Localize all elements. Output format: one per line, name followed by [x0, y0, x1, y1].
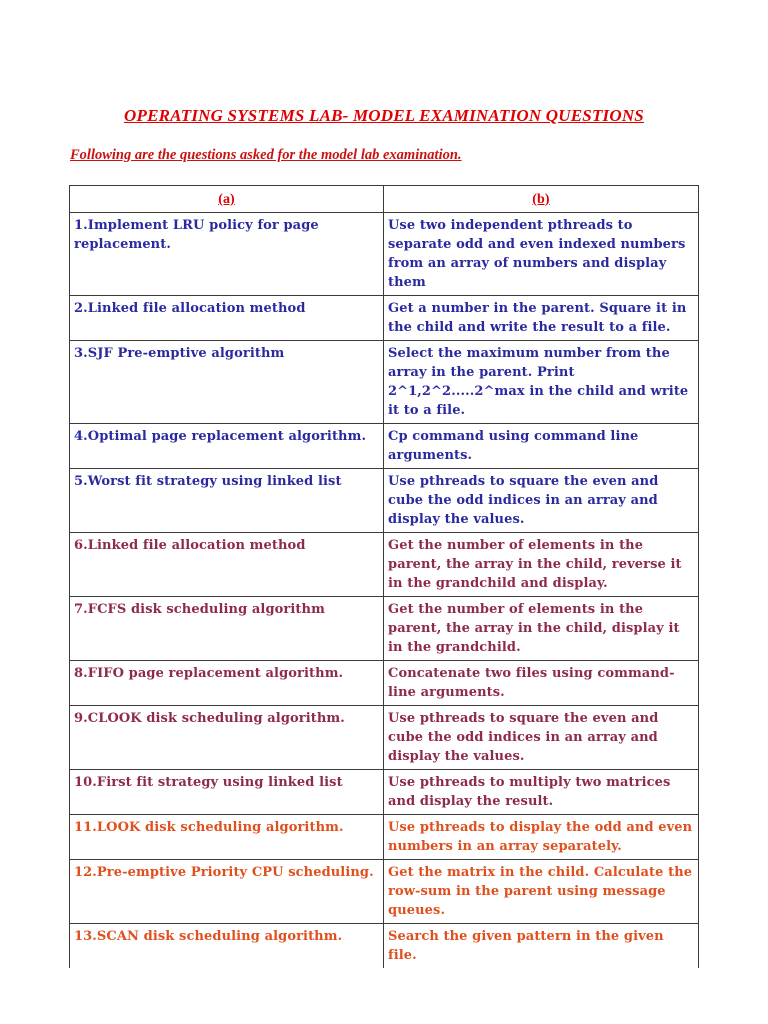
question-cell-a: 4.Optimal page replacement algorithm.: [70, 424, 384, 469]
page-subtitle: Following are the questions asked for the model lab examination.: [70, 147, 462, 163]
question-cell-b: Select the maximum number from the array in the parent. Print 2^1,2^2.....2^max in the child and write it to a file.: [384, 341, 699, 424]
page-title: OPERATING SYSTEMS LAB- MODEL EXAMINATION QUESTIONS: [124, 106, 644, 125]
question-cell-b: Get the matrix in the child. Calculate the row-sum in the parent using message queues.: [384, 860, 699, 924]
question-cell-a: 1.Implement LRU policy for page replacement.: [70, 213, 384, 296]
table-row: [70, 706, 699, 770]
column-header-a: (a): [70, 186, 384, 213]
question-cell-b: Use pthreads to multiply two matrices and display the result.: [384, 770, 699, 815]
question-cell-b: Get the number of elements in the parent, the array in the child, reverse it in the grandchild and display.: [384, 533, 699, 597]
question-cell-a: 13.SCAN disk scheduling algorithm.: [70, 924, 384, 969]
question-cell-a: 7.FCFS disk scheduling algorithm: [70, 597, 384, 661]
question-cell-b: Search the given pattern in the given file.: [384, 924, 699, 969]
questions-table: [69, 185, 699, 968]
table-row: [70, 533, 699, 597]
table-row: [70, 469, 699, 533]
table-row: [70, 424, 699, 469]
question-cell-a: 3.SJF Pre-emptive algorithm: [70, 341, 384, 424]
question-cell-a: 12.Pre-emptive Priority CPU scheduling.: [70, 860, 384, 924]
question-cell-a: 8.FIFO page replacement algorithm.: [70, 661, 384, 706]
table-row: [70, 296, 699, 341]
question-cell-a: 6.Linked file allocation method: [70, 533, 384, 597]
question-cell-b: Use pthreads to square the even and cube the odd indices in an array and display the values.: [384, 706, 699, 770]
column-header-b: (b): [384, 186, 699, 213]
table-row: [70, 815, 699, 860]
question-cell-b: Use two independent pthreads to separate odd and even indexed numbers from an array of numbers and display them: [384, 213, 699, 296]
question-cell-b: Use pthreads to display the odd and even numbers in an array separately.: [384, 815, 699, 860]
question-cell-a: 10.First fit strategy using linked list: [70, 770, 384, 815]
question-cell-b: Concatenate two files using command-line arguments.: [384, 661, 699, 706]
table-row: [70, 661, 699, 706]
question-cell-b: Get a number in the parent. Square it in the child and write the result to a file.: [384, 296, 699, 341]
table-row: [70, 597, 699, 661]
table-row: [70, 924, 699, 969]
table-row: [70, 770, 699, 815]
question-cell-b: Use pthreads to square the even and cube the odd indices in an array and display the values.: [384, 469, 699, 533]
question-cell-b: Cp command using command line arguments.: [384, 424, 699, 469]
question-cell-a: 11.LOOK disk scheduling algorithm.: [70, 815, 384, 860]
table-row: [70, 213, 699, 296]
table-row: [70, 341, 699, 424]
question-cell-a: 9.CLOOK disk scheduling algorithm.: [70, 706, 384, 770]
question-cell-a: 5.Worst fit strategy using linked list: [70, 469, 384, 533]
table-row: [70, 860, 699, 924]
question-cell-b: Get the number of elements in the parent, the array in the child, display it in the grandchild.: [384, 597, 699, 661]
question-cell-a: 2.Linked file allocation method: [70, 296, 384, 341]
table-header-row: [70, 186, 699, 213]
